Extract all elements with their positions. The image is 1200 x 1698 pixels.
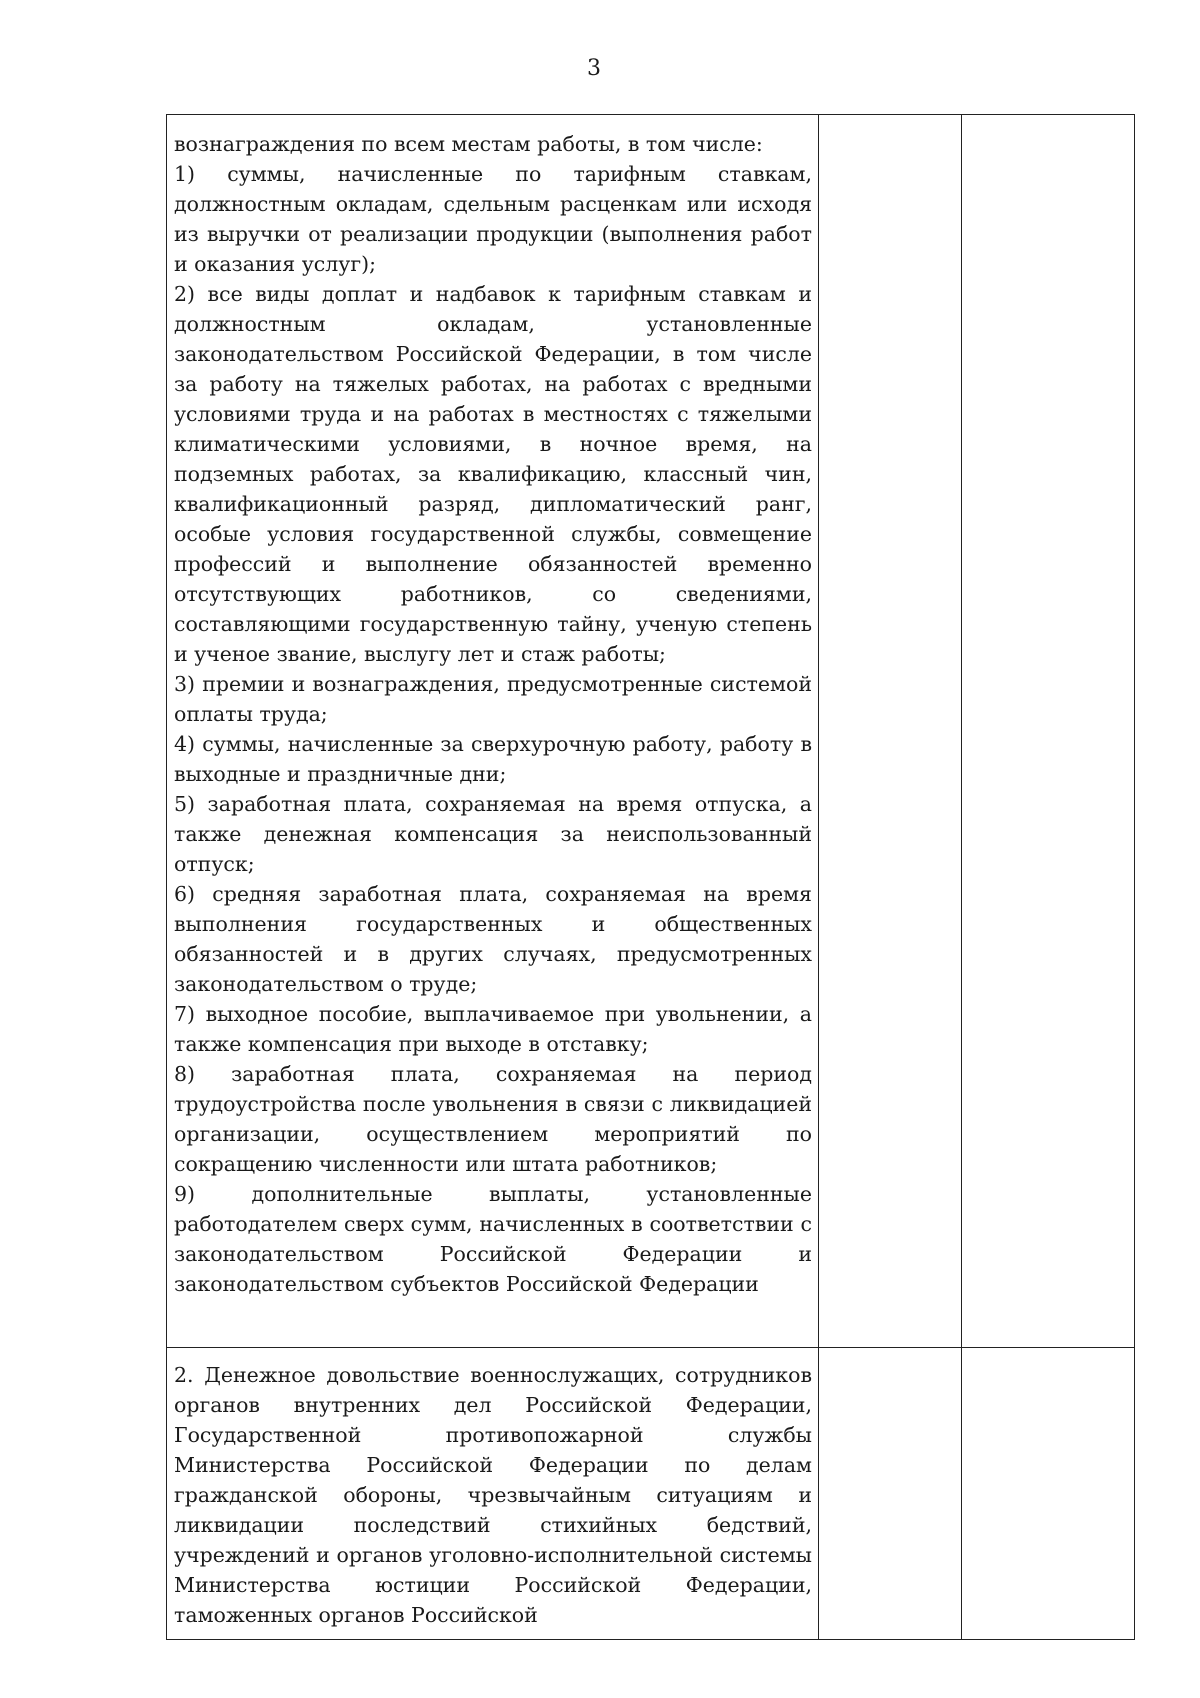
paragraph-section-2: 2. Денежное довольствие военнослужащих, сотрудников органов внутренних дел Российской Федерации, Государственной противопожарной службы Министерства Российской Федерации по делам гражданской обороны, чрезвычайным ситуациям и ликвидации последствий стихийных бедствий, учреждений и органов уголовно-исполнительной системы Министерства юстиции Российской Федерации, таможенных органов Российской	[174, 1363, 812, 1627]
table-row	[167, 1348, 1135, 1640]
paragraph-item-8: 8) заработная плата, сохраняемая на период трудоустройства после увольнения в связи с ликвидацией организации, осуществлением мероприятий по сокращению численности или штата работников;	[174, 1062, 812, 1176]
cell-text-block	[167, 115, 818, 1299]
paragraph-item-3: 3) премии и вознаграждения, предусмотренные системой оплаты труда;	[174, 672, 812, 726]
table-cell-description	[167, 115, 819, 1348]
document-table	[166, 114, 1135, 1640]
cell-text-block	[167, 1348, 818, 1630]
table-cell-empty-code	[819, 1348, 962, 1640]
paragraph-item-1: 1) суммы, начисленные по тарифным ставкам, должностным окладам, сдельным расценкам или исходя из выручки от реализации продукции (выполнения работ и оказания услуг);	[174, 162, 812, 276]
table-row	[167, 115, 1135, 1348]
paragraph-item-9: 9) дополнительные выплаты, установленные работодателем сверх сумм, начисленных в соответствии с законодательством Российской Федерации и законодательством субъектов Российской Федерации	[174, 1182, 812, 1296]
paragraph-item-7: 7) выходное пособие, выплачиваемое при увольнении, а также компенсация при выходе в отставку;	[174, 1002, 812, 1056]
paragraph-item-4: 4) суммы, начисленные за сверхурочную работу, работу в выходные и праздничные дни;	[174, 732, 812, 786]
table-cell-description	[167, 1348, 819, 1640]
table-cell-empty-value	[962, 1348, 1135, 1640]
table-cell-empty-value	[962, 115, 1135, 1348]
paragraph-item-5: 5) заработная плата, сохраняемая на время отпуска, а также денежная компенсация за неиспользованный отпуск;	[174, 792, 812, 876]
page-number: 3	[587, 56, 601, 81]
table-cell-empty-code	[819, 115, 962, 1348]
paragraph-item-6: 6) средняя заработная плата, сохраняемая на время выполнения государственных и общественных обязанностей и в других случаях, предусмотренных законодательством о труде;	[174, 882, 812, 996]
paragraph-item-2: 2) все виды доплат и надбавок к тарифным ставкам и должностным окладам, установленные законодательством Российской Федерации, в том числе за работу на тяжелых работах, на работах с вредными условиями труда и на работах в местностях с тяжелыми климатическими условиями, в ночное время, на подземных работах, за квалификацию, классный чин, квалификационный разряд, дипломатический ранг, особые условия государственной службы, совмещение профессий и выполнение обязанностей временно отсутствующих работников, со сведениями, составляющими государственную тайну, ученую степень и ученое звание, выслугу лет и стаж работы;	[174, 282, 812, 666]
paragraph-intro: вознаграждения по всем местам работы, в том числе:	[174, 132, 763, 156]
